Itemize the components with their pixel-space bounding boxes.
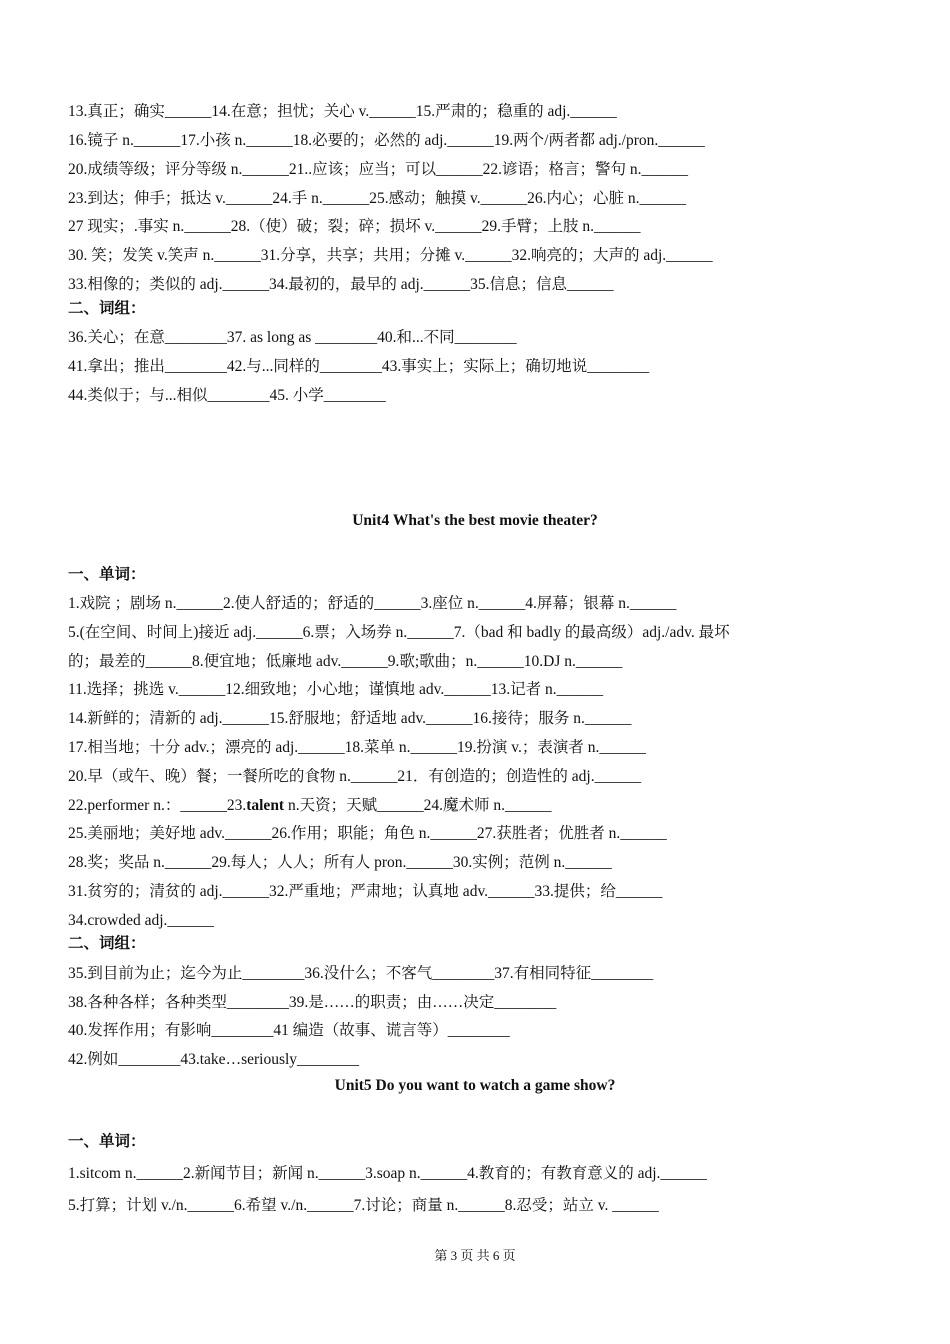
phrase-line: 36.关心；在意________37. as long as ________40.和...不同________ [68, 329, 517, 346]
vocab-line: 28.奖；奖品 n.______29.每人；人人；所有人 pron.______30.实例；范例 n.______ [68, 854, 612, 871]
vocab-text: n.天资；天赋______24.魔术师 n.______ [284, 797, 552, 814]
vocab-line: 34.crowded adj.______ [68, 912, 214, 929]
phrase-section-heading: 二、词组： [68, 935, 146, 952]
unit4-title: Unit4 What's the best movie theater? [352, 512, 598, 529]
page-footer: 第 3 页 共 6 页 [434, 1248, 516, 1263]
vocab-line: 13.真正；确实______14.在意；担忧；关心 v.______15.严肃的；稳重的 adj.______ [68, 103, 617, 120]
vocab-line: 1.戏院 ；剧场 n.______2.使人舒适的；舒适的______3.座位 n.______4.屏幕；银幕 n.______ [68, 595, 677, 612]
phrase-line: 42.例如________43.take…seriously________ [68, 1051, 360, 1068]
vocab-line: 5.(在空间、时间上)接近 adj.______6.票；入场券 n.______7.（bad 和 badly 的最高级）adj./adv. 最坏 [68, 624, 730, 641]
vocab-line: 11.选择；挑选 v.______12.细致地；小心地；谨慎地 adv.______13.记者 n.______ [68, 681, 604, 698]
vocab-line: 33.相像的；类似的 adj.______34.最初的，最早的 adj.______35.信息；信息______ [68, 276, 614, 293]
vocab-line: 25.美丽地；美好地 adv.______26.作用；职能；角色 n.______27.获胜者；优胜者 n.______ [68, 825, 667, 842]
vocab-text: 22.performer n.：______23. [68, 797, 247, 814]
phrase-line: 40.发挥作用；有影响________41 编造（故事、谎言等）________ [68, 1022, 510, 1039]
unit5-title [0, 1076, 950, 1096]
vocab-line: 27 现实；.事实 n.______28.（使）破；裂；碎；损坏 v.______29.手臂；上肢 n.______ [68, 218, 641, 235]
vocab-line: 1.sitcom n.______2.新闻节目；新闻 n.______3.soap n.______4.教育的；有教育意义的 adj.______ [68, 1165, 707, 1182]
unit5-title-text: Do you want to watch a game show? [371, 1077, 616, 1094]
phrase-line: 38.各种各样；各种类型________39.是……的职责；由……决定________ [68, 994, 557, 1011]
phrase-line: 41.拿出；推出________42.与...同样的________43.事实上；实际上；确切地说________ [68, 358, 650, 375]
vocab-line: 23.到达；伸手；抵达 v.______24.手 n.______25.感动；触摸 v.______26.内心；心脏 n.______ [68, 190, 686, 207]
word-section-heading: 一、单词： [68, 566, 146, 583]
phrase-section-heading: 二、词组： [68, 300, 146, 317]
phrase-line: 44.类似于；与...相似________45. 小学________ [68, 387, 386, 404]
vocab-line: 5.打算；计划 v./n.______6.希望 v./n.______7.讨论；商量 n.______8.忍受；站立 v. ______ [68, 1197, 659, 1214]
vocab-line: 20.成绩等级；评分等级 n.______21..应该；应当；可以______22.谚语；格言；警句 n.______ [68, 161, 689, 178]
vocab-line: 31.贫穷的；清贫的 adj.______32.严重地；严肃地；认真地 adv.______33.提供；给______ [68, 883, 663, 900]
bold-word: talent [246, 797, 285, 814]
word-section-heading: 一、单词： [68, 1133, 146, 1150]
vocab-line: 17.相当地；十分 adv.；漂亮的 adj.______18.菜单 n.______19.扮演 v.；表演者 n.______ [68, 739, 646, 756]
vocab-line: 的；最差的______8.便宜地；低廉地 adv.______9.歌;歌曲；n.______10.DJ n.______ [68, 653, 623, 670]
vocab-line: 20.早（或午、晚）餐；一餐所吃的食物 n.______21．有创造的；创造性的 adj.______ [68, 768, 642, 785]
phrase-line: 35.到目前为止；迄今为止________36.没什么；不客气________37.有相同特征________ [68, 965, 654, 982]
vocab-line [68, 796, 552, 816]
vocab-line: 30. 笑；发笑 v.笑声 n.______31.分享，共享；共用；分摊 v.______32.响亮的；大声的 adj.______ [68, 247, 713, 264]
vocab-line: 16.镜子 n.______17.小孩 n.______18.必要的；必然的 adj.______19.两个/两者都 adj./pron.______ [68, 132, 705, 149]
vocab-line: 14.新鲜的；清新的 adj.______15.舒服地；舒适地 adv.______16.接待；服务 n.______ [68, 710, 632, 727]
unit5-label: Unit5 [334, 1077, 372, 1094]
